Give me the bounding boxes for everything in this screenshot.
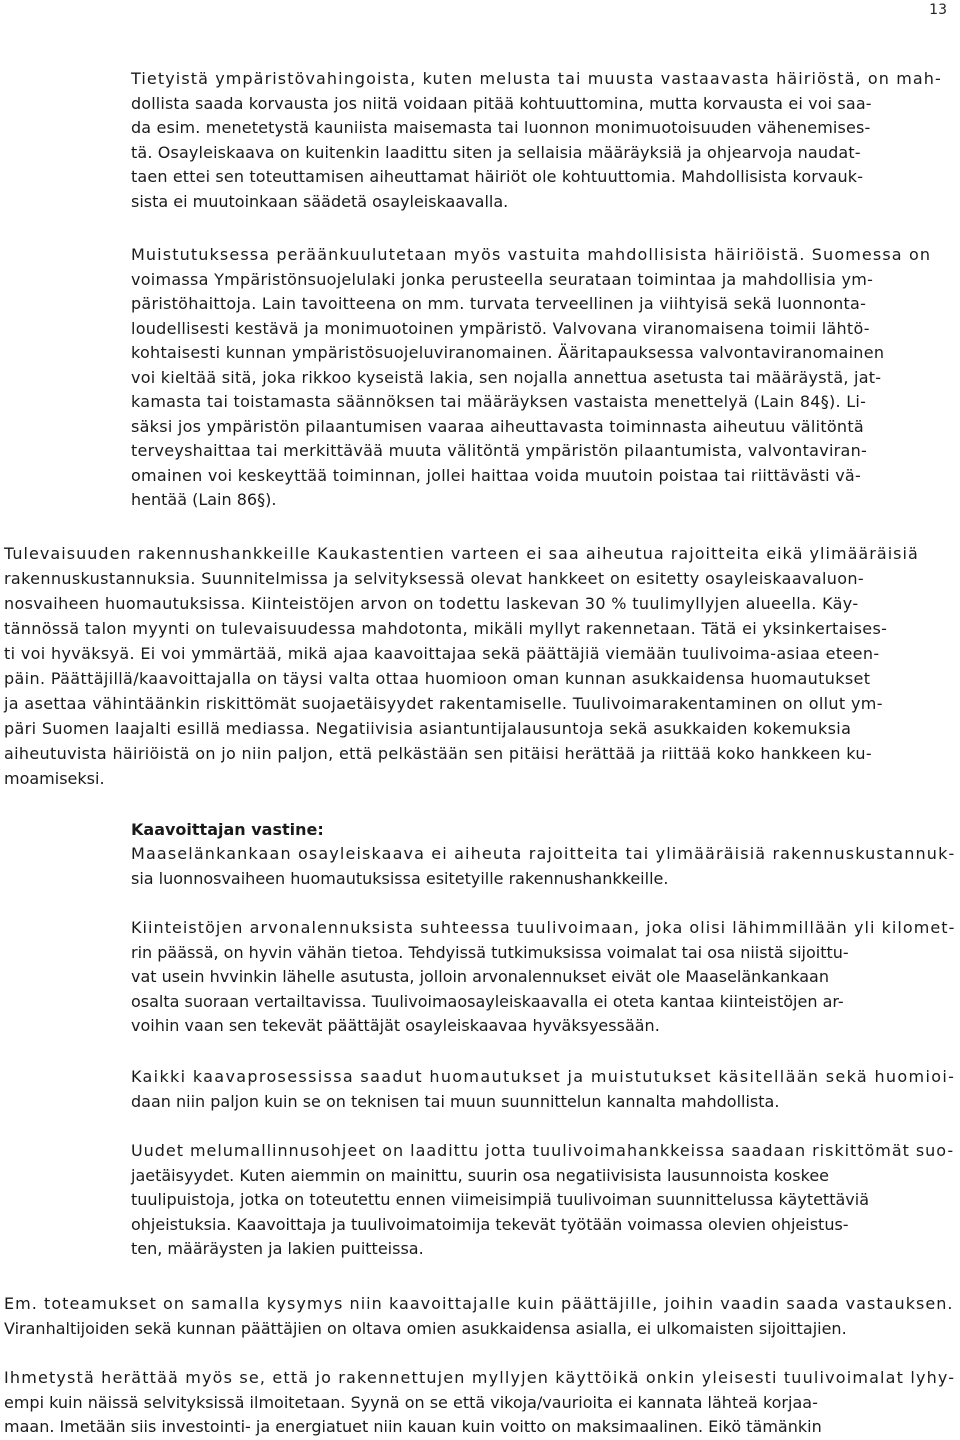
text-line: tännössä talon myynti on tulevaisuudessa mahdotonta, mikäli myllyt rakennetaan. Tätä ei yksinkertaises- (4, 619, 888, 638)
response-paragraph-1 (131, 842, 955, 891)
text-line: moamiseksi. (4, 769, 105, 788)
text-line: Kaikki kaavaprosessissa saadut huomautukset ja muistutukset käsitellään sekä huomioi- (131, 1067, 956, 1086)
text-line: Tulevaisuuden rakennushankkeille Kaukastentien varteen ei saa aiheutua rajoitteita eikä ylimääräisiä (4, 544, 919, 563)
note-paragraph (4, 1292, 954, 1341)
text-line: voimassa Ympäristönsuojelulaki jonka perusteella seurataan toimintaa ja mahdollisia ym- (131, 269, 874, 289)
text-line: taen ettei sen toteuttamisen aiheuttamat häiriöt ole kohtuuttomia. Mahdollisista korvauk- (131, 167, 864, 186)
text-line: päin. Päättäjillä/kaavoittajalla on täysi valta ottaa huomioon oman kunnan asukkaidensa huomautukset (4, 669, 871, 688)
text-line: Maaselänkankaan osayleiskaava ei aiheuta rajoitteita tai ylimääräisiä rakennuskustannuk- (131, 844, 956, 863)
text-line: ti voi hyväksyä. Ei voi ymmärtää, mikä ajaa kaavoittajaa sekä päättäjiä viemään tuulivoima-asiaa eteen- (4, 644, 880, 663)
text-line: jaetäisyydet. Kuten aiemmin on mainittu, suurin osa negatiivisista lausunnoista koskee (131, 1165, 830, 1185)
remark-paragraph (131, 243, 931, 513)
text-line: Em. toteamukset on samalla kysymys niin kaavoittajalle kuin päättäjille, joihin vaadin saada vastauksen. (4, 1294, 954, 1313)
text-line: tä. Osayleiskaava on kuitenkin laadittu siten ja sellaisia määräyksiä ja ohjearvoja naudat- (131, 142, 861, 162)
text-line: rakennuskustannuksia. Suunnitelmissa ja selvityksessä olevat hankkeet on esitetty osayleiskaavaluon- (4, 569, 865, 588)
text-line: säksi jos ympäristön pilaantumisen vaaraa aiheuttavasta toiminnasta aiheutuu välitöntä (131, 416, 864, 436)
text-line: Tietyistä ympäristövahingoista, kuten melusta tai muusta vastaavasta häiriöstä, on mah- (131, 69, 942, 88)
text-line: ten, määräysten ja lakien puitteissa. (131, 1239, 424, 1258)
text-line: voi kieltää sitä, joka rikkoo kyseistä lakia, sen nojalla annettua asetusta tai määräystä, jat- (131, 367, 882, 387)
closing-paragraph (4, 1366, 955, 1440)
text-line: Uudet melumallinnusohjeet on laadittu jotta tuulivoimahankkeissa saadaan riskittömät suo- (131, 1141, 955, 1160)
text-line: Viranhaltijoiden sekä kunnan päättäjien on oltava omien asukkaidensa asialla, ei ulkomaisten sijoittajien. (4, 1318, 847, 1338)
text-line: da esim. menetetystä kauniista maisemasta tai luonnon monimuotoisuuden vähenemises- (131, 118, 871, 137)
text-line: ohjeistuksia. Kaavoittaja ja tuulivoimatoimija tekevät työtään voimassa olevien ohjeistus- (131, 1214, 849, 1234)
text-line: maan. Imetään siis investointi- ja energiatuet niin kauan kuin voitto on maksimaalinen. Eikö tämänkin (4, 1417, 822, 1436)
text-line: osalta suoraan vertailtavissa. Tuulivoimaosayleiskaavalla ei oteta kantaa kiinteistöjen ar- (131, 991, 844, 1011)
intro-paragraph (131, 67, 942, 214)
text-line: vat usein hvvinkin lähelle asutusta, jolloin arvonalennukset eivät ole Maaselänkankaan (131, 967, 829, 986)
text-line: Muistutuksessa peräänkuulutetaan myös vastuita mahdollisista häiriöistä. Suomessa on (131, 245, 932, 264)
text-line: päristöhaittoja. Lain tavoitteena on mm. turvata terveellinen ja viihtyisä sekä luonnonta- (131, 294, 867, 313)
text-line: ja asettaa vähintäänkin riskittömät suojaetäisyydet rakentamiselle. Tuulivoimarakentaminen on ollut ym- (4, 694, 883, 713)
text-line: kohtaisesti kunnan ympäristösuojeluviranomainen. Ääritapauksessa valvontaviranomainen (131, 343, 885, 362)
response-heading: Kaavoittajan vastine: (131, 820, 324, 839)
text-line: päri Suomen laajalti esillä mediassa. Negatiivisia asiantuntijalausuntoja sekä asukkaiden kokemuksia (4, 719, 852, 738)
text-line: voihin vaan sen tekevät päättäjät osayleiskaavaa hyväksyessään. (131, 1016, 660, 1035)
text-line: aiheutuvista häiriöistä on jo niin paljon, että pelkästään sen pitäisi herättää ja riittää koko hankkeen ku- (4, 744, 872, 763)
text-line: omainen voi keskeyttää toiminnan, jollei haittaa voida muutoin poistaa tai riittävästi vä- (131, 465, 862, 485)
objection-paragraph (4, 541, 919, 791)
response-paragraph-3 (131, 1065, 955, 1114)
text-line: daan niin paljon kuin se on teknisen tai muun suunnittelun kannalta mahdollista. (131, 1091, 780, 1111)
text-line: kamasta tai toistamasta säännöksen tai määräyksen vastaista menettelyä (Lain 84§). Li- (131, 392, 867, 411)
text-line: loudellisesti kestävä ja monimuotoinen ympäristö. Valvovana viranomaisena toimii lähtö- (131, 318, 870, 338)
text-line: rin päässä, on hyvin vähän tietoa. Tehdyissä tutkimuksissa voimalat tai osa niistä sijoittu- (131, 942, 849, 962)
text-line: sista ei muutoinkaan säädetä osayleiskaavalla. (131, 191, 509, 211)
text-line: sia luonnosvaiheen huomautuksissa esitetyille rakennushankkeille. (131, 868, 669, 888)
text-line: hentää (Lain 86§). (131, 490, 277, 509)
text-line: empi kuin näissä selvityksissä ilmoitetaan. Syynä on se että vikoja/vaurioita ei kannata lähteä korjaa- (4, 1392, 818, 1412)
text-line: dollista saada korvausta jos niitä voidaan pitää kohtuuttomina, mutta korvausta ei voi saa- (131, 93, 872, 113)
text-line: terveyshaittaa tai merkittävää muuta välitöntä ympäristön pilaantumista, valvontaviran- (131, 441, 868, 460)
response-paragraph-2 (131, 916, 955, 1039)
text-line: Kiinteistöjen arvonalennuksista suhteessa tuulivoimaan, joka olisi lähimmillään yli kilomet- (131, 918, 956, 937)
text-line: tuulipuistoja, jotka on toteutettu ennen viimeisimpiä tuulivoiman suunnittelussa käytettäviä (131, 1190, 869, 1209)
response-paragraph-4 (131, 1139, 954, 1262)
page-number: 13 (929, 2, 947, 18)
text-line: nosvaiheen huomautuksissa. Kiinteistöjen arvon on todettu laskevan 30 % tuulimyllyjen alueella. Käy- (4, 594, 859, 613)
text-line: Ihmetystä herättää myös se, että jo rakennettujen myllyjen käyttöikä onkin yleisesti tuulivoimalat lyhy- (4, 1368, 956, 1387)
